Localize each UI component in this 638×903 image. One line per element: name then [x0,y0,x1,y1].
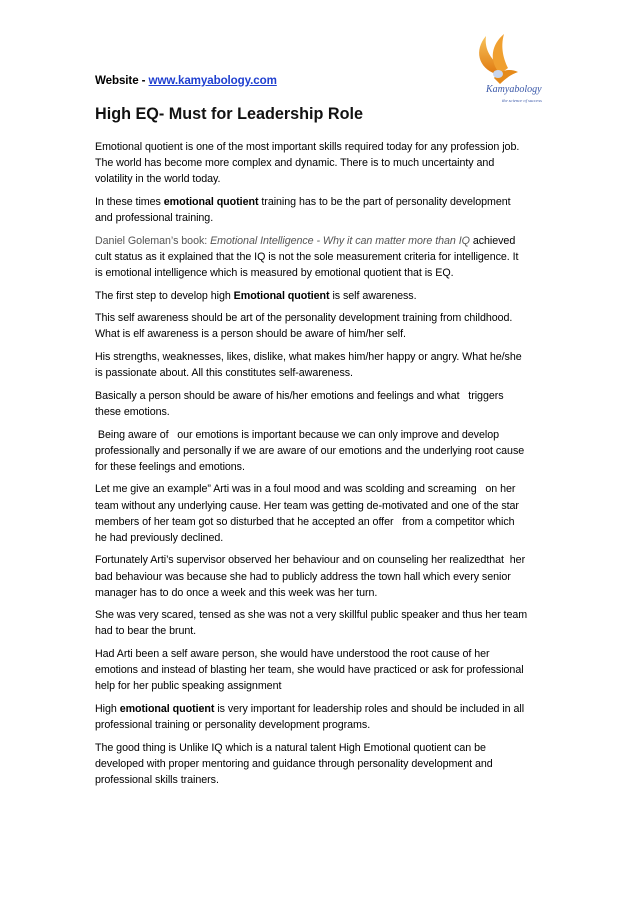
logo-wordmark: Kamyabology [486,84,542,95]
text-line: Emotional quotient is one of the most important skills required today for any profession job. [95,141,520,153]
text-line: Had Arti been a self aware person, she would have understood the root cause of her [95,648,490,661]
text-line [95,288,555,304]
text-line: Being aware of our emotions is important because we can only improve and develop [95,428,499,441]
paragraph [95,607,555,639]
text-run: Daniel Goleman’s book: [95,234,211,247]
text-line: manager has to do once a week and this week was her turn. [95,586,378,599]
text-run: achieved [469,234,516,247]
text-line: professional training or personality development programs. [95,719,371,732]
text-line: cult status as it explained that the IQ is not the sole measurement criteria for intelligence. It [95,250,519,263]
text-line [95,701,555,717]
logo-tagline: the science of success [502,98,542,103]
text-line: for these feelings and emotions. [95,460,245,473]
paragraph [95,349,555,381]
text-line: he had previously declined. [95,531,224,544]
paragraph [95,194,555,226]
text-line: She was very scared, tensed as she was not a very skillful public speaker and thus her team [95,609,528,622]
page-title: High EQ- Must for Leadership Role [95,105,364,123]
text-line: The good thing is Unlike IQ which is a natural talent High Emotional quotient can be [95,741,486,754]
text-line: is emotional intelligence which is measured by emotional quotient that is EQ. [95,266,454,279]
text-line: His strengths, weaknesses, likes, dislike, what makes him/her happy or angry. What he/she [95,351,522,363]
text-line: developed with proper mentoring and guidance through personality development and [95,757,493,770]
text-line: members of her team got so disturbed that he accepted an offer from a competitor which [95,515,515,528]
text-line: What is elf awareness is a person should be aware of him/her self. [95,328,406,341]
text-line: Let me give an example” Arti was in a foul mood and was scolding and screaming on her [95,483,516,496]
text-line: bad behaviour was because she had to publicly address the town hall which every senior [95,570,511,583]
text-line: This self awareness should be art of the personality development training from childhood. [95,312,513,325]
book-title: Emotional Intelligence - Why it can matter more than IQ [210,234,470,247]
text-run: is self awareness. [329,289,417,302]
website-link[interactable]: www.kamyabology.com [148,74,277,87]
text-line [95,233,555,249]
text-line: Basically a person should be aware of his/her emotions and feelings and what triggers [95,389,504,402]
text-line: emotions and instead of blasting her team, she would have practiced or ask for professional [95,664,524,677]
text-run: The first step to develop high [95,289,234,302]
paragraph [95,310,555,342]
text-run: High [95,702,120,715]
text-line: help for her public speaking assignment [95,680,282,693]
text-run: training has to be the part of personality development [258,195,511,208]
text-line: The world has become more complex and dynamic. There is to much uncertainty and [95,157,495,170]
text-line: is passionate about. All this constitutes self-awareness. [95,367,353,380]
article-body [95,139,555,795]
text-line: had to bear the brunt. [95,625,197,638]
text-line: Fortunately Arti’s supervisor observed her behaviour and on counseling her realizedthat her [95,554,526,567]
bold-run: emotional quotient [119,702,215,715]
text-line: volatility in the world today. [95,173,221,186]
text-line: these emotions. [95,405,170,418]
website-line [95,74,277,87]
paragraph [95,288,555,304]
paragraph [95,740,555,788]
kamyabology-logo [466,30,548,108]
bold-run: emotional quotient [163,195,259,208]
paragraph [95,552,555,600]
paragraph [95,427,555,475]
text-line: professional skills trainers. [95,773,219,786]
text-run: In these times [95,195,164,208]
text-line: and professional training. [95,211,214,224]
paragraph [95,233,555,281]
paragraph [95,139,555,187]
paragraph [95,481,555,545]
paragraph [95,646,555,694]
paragraph [95,701,555,733]
paragraph [95,388,555,420]
text-line [95,194,555,210]
website-prefix: Website - [95,74,149,87]
bold-run: Emotional quotient [233,289,330,302]
text-line: professionally and personally if we are aware of our emotions and the underlying root cause [95,444,525,457]
text-run: is very important for leadership roles and should be included in all [214,702,525,715]
text-line: team without any underlying cause. Her team was getting de-motivated and one of the star [95,499,519,512]
